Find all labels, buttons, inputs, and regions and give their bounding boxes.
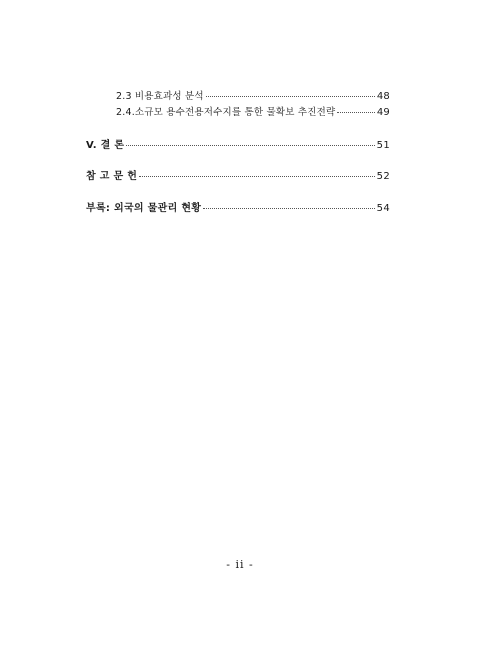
toc-leader-dots [126, 145, 374, 146]
toc-entry-2-3 [116, 88, 390, 102]
toc-entry-appendix [86, 199, 390, 214]
toc-entry-page: 52 [376, 171, 390, 182]
toc-leader-dots [203, 208, 374, 209]
toc-entry-page: 49 [376, 107, 390, 118]
toc-entry-label: 2.4.소규모 용수전용저수지를 통한 물확보 추진전략 [116, 107, 336, 118]
toc-leader-dots [337, 112, 375, 113]
toc-entry-label: 부록: 외국의 물관리 현황 [86, 203, 202, 214]
toc-entry-page: 51 [376, 140, 390, 151]
toc-entry-label: 참 고 문 헌 [86, 171, 138, 182]
toc-entry-references [86, 167, 390, 182]
toc-entry-page: 48 [376, 91, 390, 102]
toc-entry-page: 54 [376, 203, 390, 214]
toc-leader-dots [139, 176, 374, 177]
toc-entry-label: 2.3 비용효과성 분석 [116, 91, 204, 102]
page-number-footer: - ii - [226, 558, 254, 571]
toc-entry-label: V. 결 론 [86, 140, 125, 151]
toc-entry-conclusion [86, 136, 390, 151]
toc-entry-2-4 [116, 104, 390, 118]
toc-leader-dots [206, 96, 375, 97]
